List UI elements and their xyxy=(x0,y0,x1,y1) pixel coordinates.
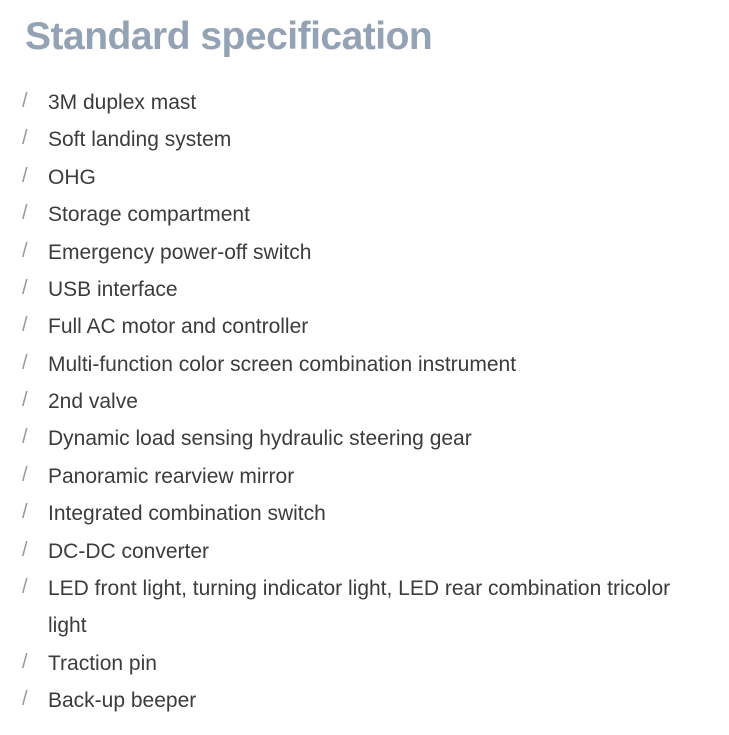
list-item-label: Full AC motor and controller xyxy=(48,315,309,339)
list-item xyxy=(22,308,712,345)
list-item-label: Panoramic rearview mirror xyxy=(48,464,295,488)
slash-bullet-icon: / xyxy=(22,90,28,112)
list-item-label: Integrated combination switch xyxy=(48,502,326,526)
specification-list xyxy=(22,84,712,719)
list-item-label: 3M duplex mast xyxy=(48,91,197,114)
list-item xyxy=(22,196,712,233)
list-item xyxy=(22,420,712,457)
list-item xyxy=(22,458,712,495)
list-item xyxy=(22,346,712,383)
slash-bullet-icon: / xyxy=(22,650,28,673)
slash-bullet-icon: / xyxy=(22,426,28,449)
list-item xyxy=(22,495,712,532)
list-item xyxy=(22,570,712,645)
list-item xyxy=(22,383,712,420)
list-item xyxy=(22,159,712,196)
list-item-label: Soft landing system xyxy=(48,128,232,152)
list-item xyxy=(22,121,712,158)
slash-bullet-icon: / xyxy=(22,501,28,524)
slash-bullet-icon: / xyxy=(22,314,28,337)
list-item-label: Storage compartment xyxy=(48,203,250,227)
slash-bullet-icon: / xyxy=(22,538,28,561)
list-item-label: USB interface xyxy=(48,277,178,301)
slash-bullet-icon: / xyxy=(22,389,28,411)
list-item xyxy=(22,682,712,719)
slash-bullet-icon: / xyxy=(22,688,28,710)
slash-bullet-icon: / xyxy=(22,351,28,374)
list-item-label: 2nd valve xyxy=(48,390,138,413)
slash-bullet-icon: / xyxy=(22,202,28,225)
list-item xyxy=(22,84,712,121)
list-item-label: Emergency power-off switch xyxy=(48,240,312,264)
list-item-label: Back-up beeper xyxy=(48,689,197,712)
list-item-label: OHG xyxy=(48,165,96,189)
slash-bullet-icon: / xyxy=(22,239,28,262)
page-title: Standard specification xyxy=(25,15,433,58)
list-item-label: DC-DC converter xyxy=(48,539,210,563)
list-item-label: Dynamic load sensing hydraulic steering gear xyxy=(48,427,472,451)
slash-bullet-icon: / xyxy=(22,127,28,150)
list-item-label: Traction pin xyxy=(48,651,157,675)
slash-bullet-icon: / xyxy=(22,164,28,187)
list-item xyxy=(22,645,712,682)
list-item xyxy=(22,533,712,570)
slash-bullet-icon: / xyxy=(22,276,28,299)
slash-bullet-icon: / xyxy=(22,463,28,486)
list-item xyxy=(22,234,712,271)
list-item xyxy=(22,271,712,308)
list-item-label: LED front light, turning indicator light, LED rear combination tricolor light xyxy=(48,576,671,638)
list-item-label: Multi-function color screen combination instrument xyxy=(48,352,517,376)
slash-bullet-icon: / xyxy=(22,575,28,598)
